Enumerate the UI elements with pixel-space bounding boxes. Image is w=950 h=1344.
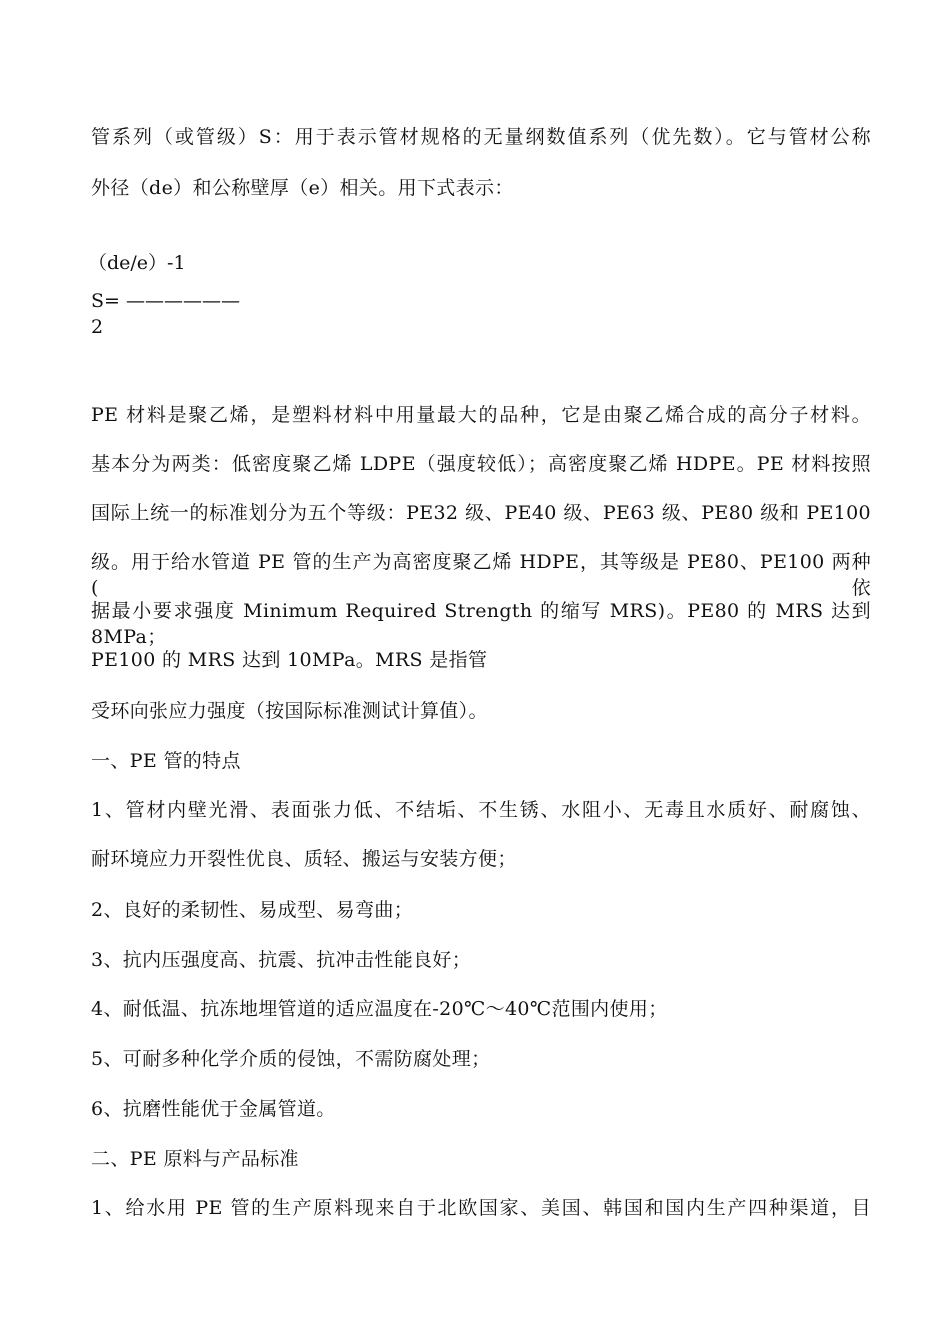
- series-paragraph-line-2: 外径（de）和公称壁厚（e）相关。用下式表示：: [91, 177, 514, 199]
- section1-heading: 一、PE 管的特点: [91, 750, 241, 772]
- pe-paragraph-line-3: 国际上统一的标准划分为五个等级：PE32 级、PE40 级、PE63 级、PE80 级和 PE100: [91, 502, 871, 524]
- section1-item1-line-1: 1、管材内壁光滑、表面张力低、不结垢、不生锈、水阻小、无毒且水质好、耐腐蚀、: [91, 799, 871, 821]
- section1-item6: 6、抗磨性能优于金属管道。: [91, 1098, 336, 1120]
- pe-paragraph-line-5: 据最小要求强度 Minimum Required Strength 的缩写 MRS)。PE80 的 MRS 达到 8MPa；: [91, 600, 871, 648]
- formula-numerator: （de/e）-1: [88, 252, 186, 274]
- series-paragraph-line-1: 管系列（或管级）S：用于表示管材规格的无量纲数值系列（优先数）。它与管材公称: [91, 126, 871, 148]
- section1-item1-line-2: 耐环境应力开裂性优良、质轻、搬运与安装方便；: [91, 848, 517, 870]
- section1-item5: 5、可耐多种化学介质的侵蚀，不需防腐处理；: [91, 1048, 491, 1070]
- pe-paragraph-line-7: 受环向张应力强度（按国际标准测试计算值）。: [91, 700, 488, 722]
- section1-item4: 4、耐低温、抗冻地埋管道的适应温度在-20℃～40℃范围内使用；: [91, 998, 668, 1020]
- section2-heading: 二、PE 原料与产品标准: [91, 1148, 299, 1170]
- section2-item1-line-1: 1、给水用 PE 管的生产原料现来自于北欧国家、美国、韩国和国内生产四种渠道，目: [91, 1197, 871, 1219]
- section1-item3: 3、抗内压强度高、抗震、抗冲击性能良好；: [91, 949, 472, 971]
- section1-item2: 2、良好的柔韧性、易成型、易弯曲；: [91, 899, 414, 921]
- formula-denominator: 2: [91, 316, 104, 338]
- pe-paragraph-line-4: 级。用于给水管道 PE 管的生产为高密度聚乙烯 HDPE，其等级是 PE80、PE100 两种(依: [91, 551, 871, 599]
- pe-paragraph-line-6: PE100 的 MRS 达到 10MPa。MRS 是指管: [91, 649, 488, 671]
- pe-paragraph-line-1: PE 材料是聚乙烯，是塑料材料中用量最大的品种，它是由聚乙烯合成的高分子材料。: [91, 404, 871, 426]
- pe-paragraph-line-2: 基本分为两类：低密度聚乙烯 LDPE（强度较低）；高密度聚乙烯 HDPE。PE 材料按照: [91, 453, 871, 475]
- formula-lhs: S= ——————: [91, 290, 240, 312]
